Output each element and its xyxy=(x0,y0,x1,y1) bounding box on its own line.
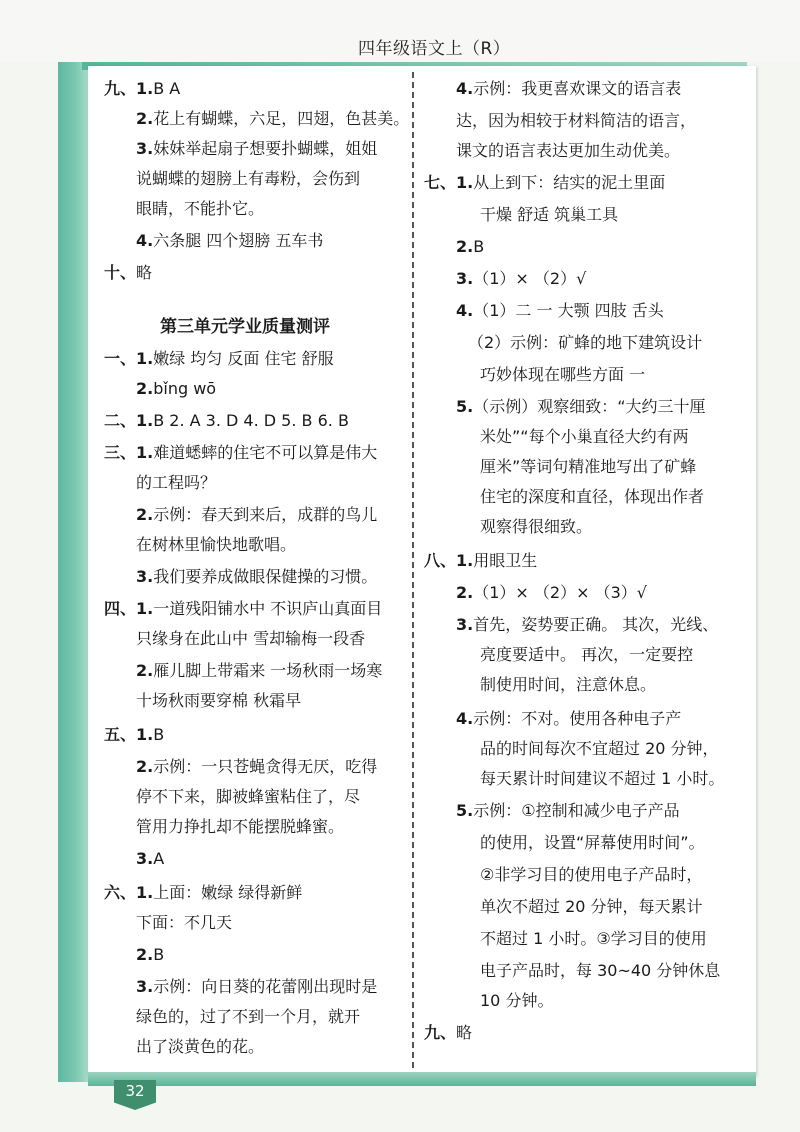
section-number: 九、 xyxy=(424,1023,457,1042)
answer-line xyxy=(136,104,409,134)
answer-line xyxy=(480,764,724,794)
answer-line xyxy=(136,908,232,938)
answer-line xyxy=(136,686,301,716)
question-number: 2. xyxy=(136,757,154,776)
answer-line xyxy=(136,344,334,374)
question-number: 1. xyxy=(136,725,154,744)
section-title: 第三单元学业质量测评 xyxy=(160,317,330,337)
question-number: 3. xyxy=(136,849,154,868)
answer-line xyxy=(136,468,216,498)
section-number: 八、 xyxy=(424,551,457,570)
question-number: 1. xyxy=(136,599,154,618)
section-number: 五、 xyxy=(104,725,137,744)
question-number: 3. xyxy=(136,977,154,996)
answer-text: 达，因为相较于材料简洁的语言， xyxy=(456,111,697,130)
answer-line xyxy=(136,374,216,404)
answer-line xyxy=(480,892,703,922)
answer-text: B xyxy=(153,945,165,964)
answer-line xyxy=(456,392,706,422)
answer-line xyxy=(480,200,618,230)
question-number: 4. xyxy=(456,79,474,98)
section-number: 七、 xyxy=(424,173,457,192)
answer-line xyxy=(136,406,349,436)
question-number: 3. xyxy=(456,269,474,288)
answer-line xyxy=(480,924,707,954)
answer-line xyxy=(136,164,360,194)
section-number: 九、 xyxy=(104,79,137,98)
answer-text: （1）二 一 大颚 四肢 舌头 xyxy=(473,301,664,320)
answer-line xyxy=(136,562,377,592)
answer-text: 亮度要适中。 再次，一定要控 xyxy=(480,645,694,664)
answer-line xyxy=(480,828,705,858)
answer-line xyxy=(136,940,164,970)
answer-text: 巧妙体现在哪些方面 一 xyxy=(480,365,646,384)
answer-line xyxy=(480,956,720,986)
answer-line xyxy=(136,812,344,842)
question-number: 1. xyxy=(136,349,154,368)
answer-line xyxy=(480,734,719,764)
answer-text: 雁儿脚上带霜来 一场秋雨一场寒 xyxy=(153,661,383,680)
answer-text: 示例：春天到来后，成群的鸟儿 xyxy=(153,505,378,524)
answer-text: 只缘身在此山中 雪却输梅一段香 xyxy=(136,629,366,648)
question-number: 4. xyxy=(456,301,474,320)
question-number: 1. xyxy=(136,411,154,430)
answer-line xyxy=(456,578,647,608)
answer-text: 课文的语言表达更加生动优美。 xyxy=(456,141,681,160)
answer-text: 示例：一只苍蝇贪得无厌，吃得 xyxy=(153,757,378,776)
answer-text: 略 xyxy=(456,1023,473,1042)
answer-text: 示例：不对。使用各种电子产 xyxy=(473,709,682,728)
column-divider xyxy=(412,72,414,1068)
answer-line xyxy=(456,264,586,294)
question-number: 2. xyxy=(136,109,154,128)
question-number: 5. xyxy=(456,801,474,820)
page-header xyxy=(0,0,800,62)
answer-line xyxy=(480,640,693,670)
answer-line xyxy=(136,844,164,874)
answer-text: 在树林里愉快地歌唱。 xyxy=(136,535,297,554)
answer-text: 的工程吗？ xyxy=(136,473,217,492)
page-number: 32 xyxy=(125,1082,145,1100)
answer-line xyxy=(456,1018,472,1048)
answer-text: （1）× （2）× （3）√ xyxy=(473,583,647,602)
question-number: 5. xyxy=(456,397,474,416)
answer-text: 管用力挣扎却不能摆脱蜂蜜。 xyxy=(136,817,345,836)
answer-text: ②非学习目的使用电子产品时， xyxy=(480,865,703,884)
answer-text: （示例）观察细致：“大约三十厘 xyxy=(473,397,706,416)
question-number: 3. xyxy=(136,139,154,158)
answer-text: B xyxy=(153,725,165,744)
question-number: 2. xyxy=(136,661,154,680)
question-number: 3. xyxy=(136,567,154,586)
answer-text: 示例：向日葵的花蕾刚出现时是 xyxy=(153,977,378,996)
answer-text: 停不下来，脚被蜂蜜粘住了，尽 xyxy=(136,787,361,806)
answer-text: 干燥 舒适 筑巢工具 xyxy=(480,205,619,224)
left-decorative-band xyxy=(58,62,88,1082)
answer-line xyxy=(136,972,377,1002)
answer-text: 花上有蝴蝶，六足，四翅，色甚美。 xyxy=(153,109,410,128)
answer-line xyxy=(136,258,152,288)
answer-text: 说蝴蝶的翅膀上有毒粉，会伤到 xyxy=(136,169,361,188)
answer-line xyxy=(456,704,681,734)
answer-line xyxy=(480,452,696,482)
answer-text: 用眼卫生 xyxy=(473,551,538,570)
answer-text: 首先，姿势要正确。 其次，光线、 xyxy=(473,615,719,634)
answer-text: B 2. A 3. D 4. D 5. B 6. B xyxy=(153,411,349,430)
answer-text: 六条腿 四个翅膀 五车书 xyxy=(153,231,324,250)
question-number: 1. xyxy=(456,551,474,570)
question-number: 2. xyxy=(456,237,474,256)
section-number: 三、 xyxy=(104,443,137,462)
answer-text: 嫩绿 均匀 反面 住宅 舒服 xyxy=(153,349,334,368)
section-number: 四、 xyxy=(104,599,137,618)
answer-text: 上面：嫩绿 绿得新鲜 xyxy=(153,883,303,902)
answer-line xyxy=(136,752,377,782)
section-number: 二、 xyxy=(104,411,137,430)
answer-line xyxy=(136,226,323,256)
answer-text: 10 分钟。 xyxy=(480,991,554,1010)
answer-line xyxy=(480,360,645,390)
question-number: 4. xyxy=(136,231,154,250)
answer-text: 每天累计时间建议不超过 1 小时。 xyxy=(480,769,725,788)
question-number: 4. xyxy=(456,709,474,728)
answer-text: 品的时间每次不宜超过 20 分钟， xyxy=(480,739,719,758)
answer-text: 制使用时间，注意休息。 xyxy=(480,675,657,694)
answer-line xyxy=(468,328,702,358)
answer-text: 的使用，设置“屏幕使用时间”。 xyxy=(480,833,705,852)
answer-text: 略 xyxy=(136,263,153,282)
answer-line xyxy=(456,610,718,640)
answer-line xyxy=(136,594,382,624)
question-number: 2. xyxy=(136,379,154,398)
answer-line xyxy=(456,546,537,576)
answer-line xyxy=(136,530,296,560)
answer-line xyxy=(480,512,592,542)
question-number: 2. xyxy=(456,583,474,602)
answer-text: 观察得很细致。 xyxy=(480,517,593,536)
answer-line xyxy=(456,74,681,104)
answer-text: 绿色的，过了不到一个月，就开 xyxy=(136,1007,361,1026)
answer-text: 米处”“每个小巢直径大约有两 xyxy=(480,427,689,446)
answer-text: 示例：我更喜欢课文的语言表 xyxy=(473,79,682,98)
answer-text: 出了淡黄色的花。 xyxy=(136,1037,265,1056)
answer-text: 住宅的深度和直径，体现出作者 xyxy=(480,487,705,506)
answer-line xyxy=(136,194,264,224)
answer-line xyxy=(480,482,704,512)
answer-line xyxy=(136,878,302,908)
answer-text: 我们要养成做眼保健操的习惯。 xyxy=(153,567,378,586)
question-number: 1. xyxy=(136,883,154,902)
answer-line xyxy=(136,438,377,468)
answer-text: 下面：不几天 xyxy=(136,913,233,932)
answer-text: 十场秋雨要穿棉 秋霜早 xyxy=(136,691,302,710)
question-number: 1. xyxy=(456,173,474,192)
answer-text: 从上到下：结实的泥土里面 xyxy=(473,173,666,192)
section-number: 一、 xyxy=(104,349,137,368)
answer-text: A xyxy=(153,849,165,868)
answer-text: 眼睛，不能扑它。 xyxy=(136,199,265,218)
answer-text: （1）× （2）√ xyxy=(473,269,587,288)
answer-line xyxy=(480,422,689,452)
answer-line xyxy=(480,860,702,890)
answer-text: 难道蟋蟀的住宅不可以算是伟大 xyxy=(153,443,378,462)
answer-line xyxy=(136,624,365,654)
section-number: 十、 xyxy=(104,263,137,282)
question-number: 2. xyxy=(136,945,154,964)
answer-text: B xyxy=(473,237,485,256)
page-header-title: 四年级语文上（R） xyxy=(358,39,511,59)
answer-text: （2）示例：矿蜂的地下建筑设计 xyxy=(468,333,703,352)
answer-text: bǐng wō xyxy=(153,379,217,398)
answer-line xyxy=(136,782,360,812)
answer-text: 妹妹举起扇子想要扑蝴蝶，姐姐 xyxy=(153,139,378,158)
answer-line xyxy=(456,796,680,826)
answer-line xyxy=(456,232,484,262)
question-number: 1. xyxy=(136,443,154,462)
section-number: 六、 xyxy=(104,883,137,902)
answer-line xyxy=(456,106,696,136)
answer-line xyxy=(136,500,377,530)
answer-text: 不超过 1 小时。③学习目的使用 xyxy=(480,929,707,948)
answer-line xyxy=(480,670,656,700)
answer-text: 厘米”等词句精准地写出了矿蜂 xyxy=(480,457,697,476)
answer-line xyxy=(136,720,164,750)
answer-text: 电子产品时，每 30~40 分钟休息 xyxy=(480,961,721,980)
answer-line xyxy=(136,134,377,164)
answer-line xyxy=(456,296,664,326)
answer-line xyxy=(136,1002,360,1032)
answer-text: 示例：①控制和减少电子产品 xyxy=(473,801,680,820)
answer-line xyxy=(456,136,680,166)
question-number: 1. xyxy=(136,79,154,98)
answer-line xyxy=(136,656,382,686)
answer-text: 一道残阳铺水中 不识庐山真面目 xyxy=(153,599,383,618)
question-number: 3. xyxy=(456,615,474,634)
question-number: 2. xyxy=(136,505,154,524)
answer-line xyxy=(480,986,553,1016)
answer-text: 单次不超过 20 分钟，每天累计 xyxy=(480,897,703,916)
answer-line xyxy=(456,168,665,198)
bottom-decorative-strip xyxy=(88,1072,756,1086)
answer-text: B A xyxy=(153,79,181,98)
answer-line xyxy=(136,74,180,104)
answer-line xyxy=(136,1032,264,1062)
